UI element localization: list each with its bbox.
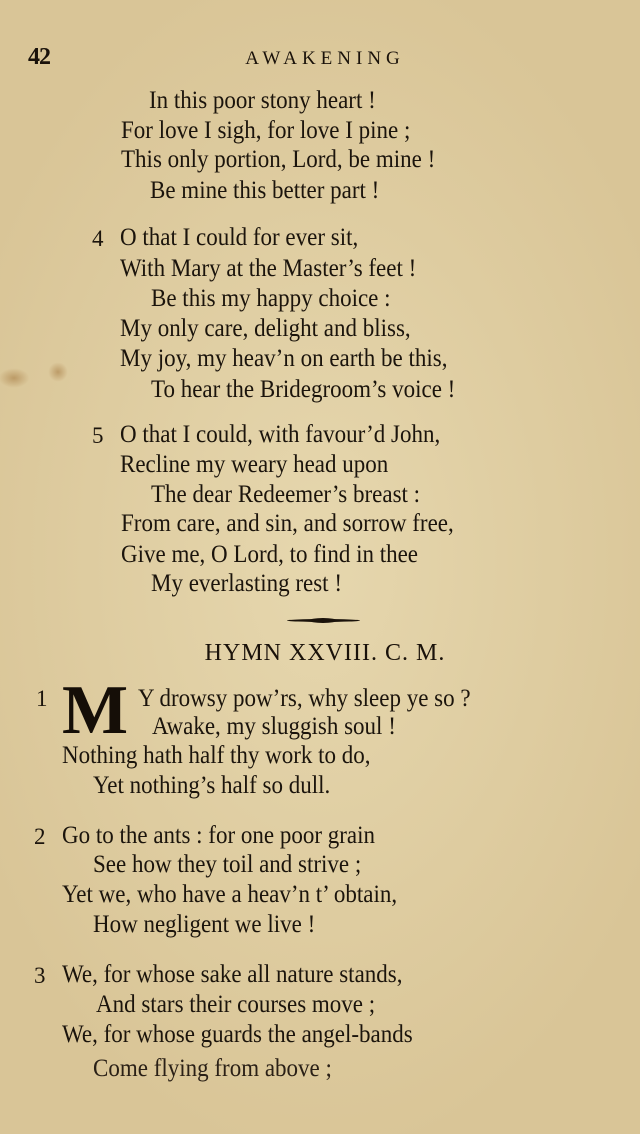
verse-line: Awake, my sluggish soul ! — [152, 713, 396, 740]
verse-line: Nothing hath half thy work to do, — [62, 742, 371, 769]
verse-line: With Mary at the Master’s feet ! — [120, 255, 417, 282]
verse-line: Recline my weary head upon — [120, 451, 389, 478]
stanza-number: 4 — [92, 226, 104, 251]
verse-line: From care, and sin, and sorrow free, — [121, 510, 454, 537]
verse-line: Y drowsy pow’rs, why sleep ye so ? — [138, 685, 471, 712]
verse-line: See how they toil and strive ; — [93, 851, 362, 878]
verse-line: This only portion, Lord, be mine ! — [121, 146, 436, 173]
verse-line: The dear Redeemer’s breast : — [151, 481, 421, 508]
verse-line: My joy, my heav’n on earth be this, — [120, 345, 448, 372]
ornamental-rule — [287, 619, 360, 622]
verse-line: O that I could, with favour’d John, — [120, 421, 441, 448]
verse-line: Be mine this better part ! — [150, 177, 380, 204]
stanza-number: 3 — [34, 963, 46, 988]
stanza-number: 2 — [34, 824, 46, 849]
verse-line: We, for whose guards the angel-bands — [62, 1021, 413, 1048]
verse-line: Go to the ants : for one poor grain — [62, 822, 375, 849]
verse-line: We, for whose sake all nature stands, — [62, 961, 403, 988]
running-head: AWAKENING — [245, 48, 405, 69]
page-number: 42 — [28, 44, 50, 70]
verse-line: Give me, O Lord, to find in thee — [121, 541, 419, 568]
stanza-number: 5 — [92, 423, 104, 448]
verse-line-text: Come flying from above ; — [93, 1055, 332, 1082]
verse-line-cut-off — [93, 1054, 332, 1082]
verse-line: How negligent we live ! — [93, 911, 316, 938]
verse-line: Be this my happy choice : — [151, 285, 391, 312]
verse-line: Yet we, who have a heav’n t’ obtain, — [62, 881, 398, 908]
verse-line: O that I could for ever sit, — [120, 224, 359, 251]
verse-line: My only care, delight and bliss, — [120, 315, 411, 342]
verse-line: To hear the Bridegroom’s voice ! — [151, 376, 456, 403]
drop-cap: M — [62, 672, 129, 749]
verse-line: In this poor stony heart ! — [149, 87, 376, 114]
stanza-number: 1 — [36, 686, 48, 711]
hymn-title: HYMN XXVIII. C. M. — [204, 640, 446, 666]
verse-line: My everlasting rest ! — [151, 570, 342, 597]
verse-line: And stars their courses move ; — [96, 991, 376, 1018]
verse-line: Yet nothing’s half so dull. — [93, 772, 331, 799]
verse-line: For love I sigh, for love I pine ; — [121, 117, 411, 144]
